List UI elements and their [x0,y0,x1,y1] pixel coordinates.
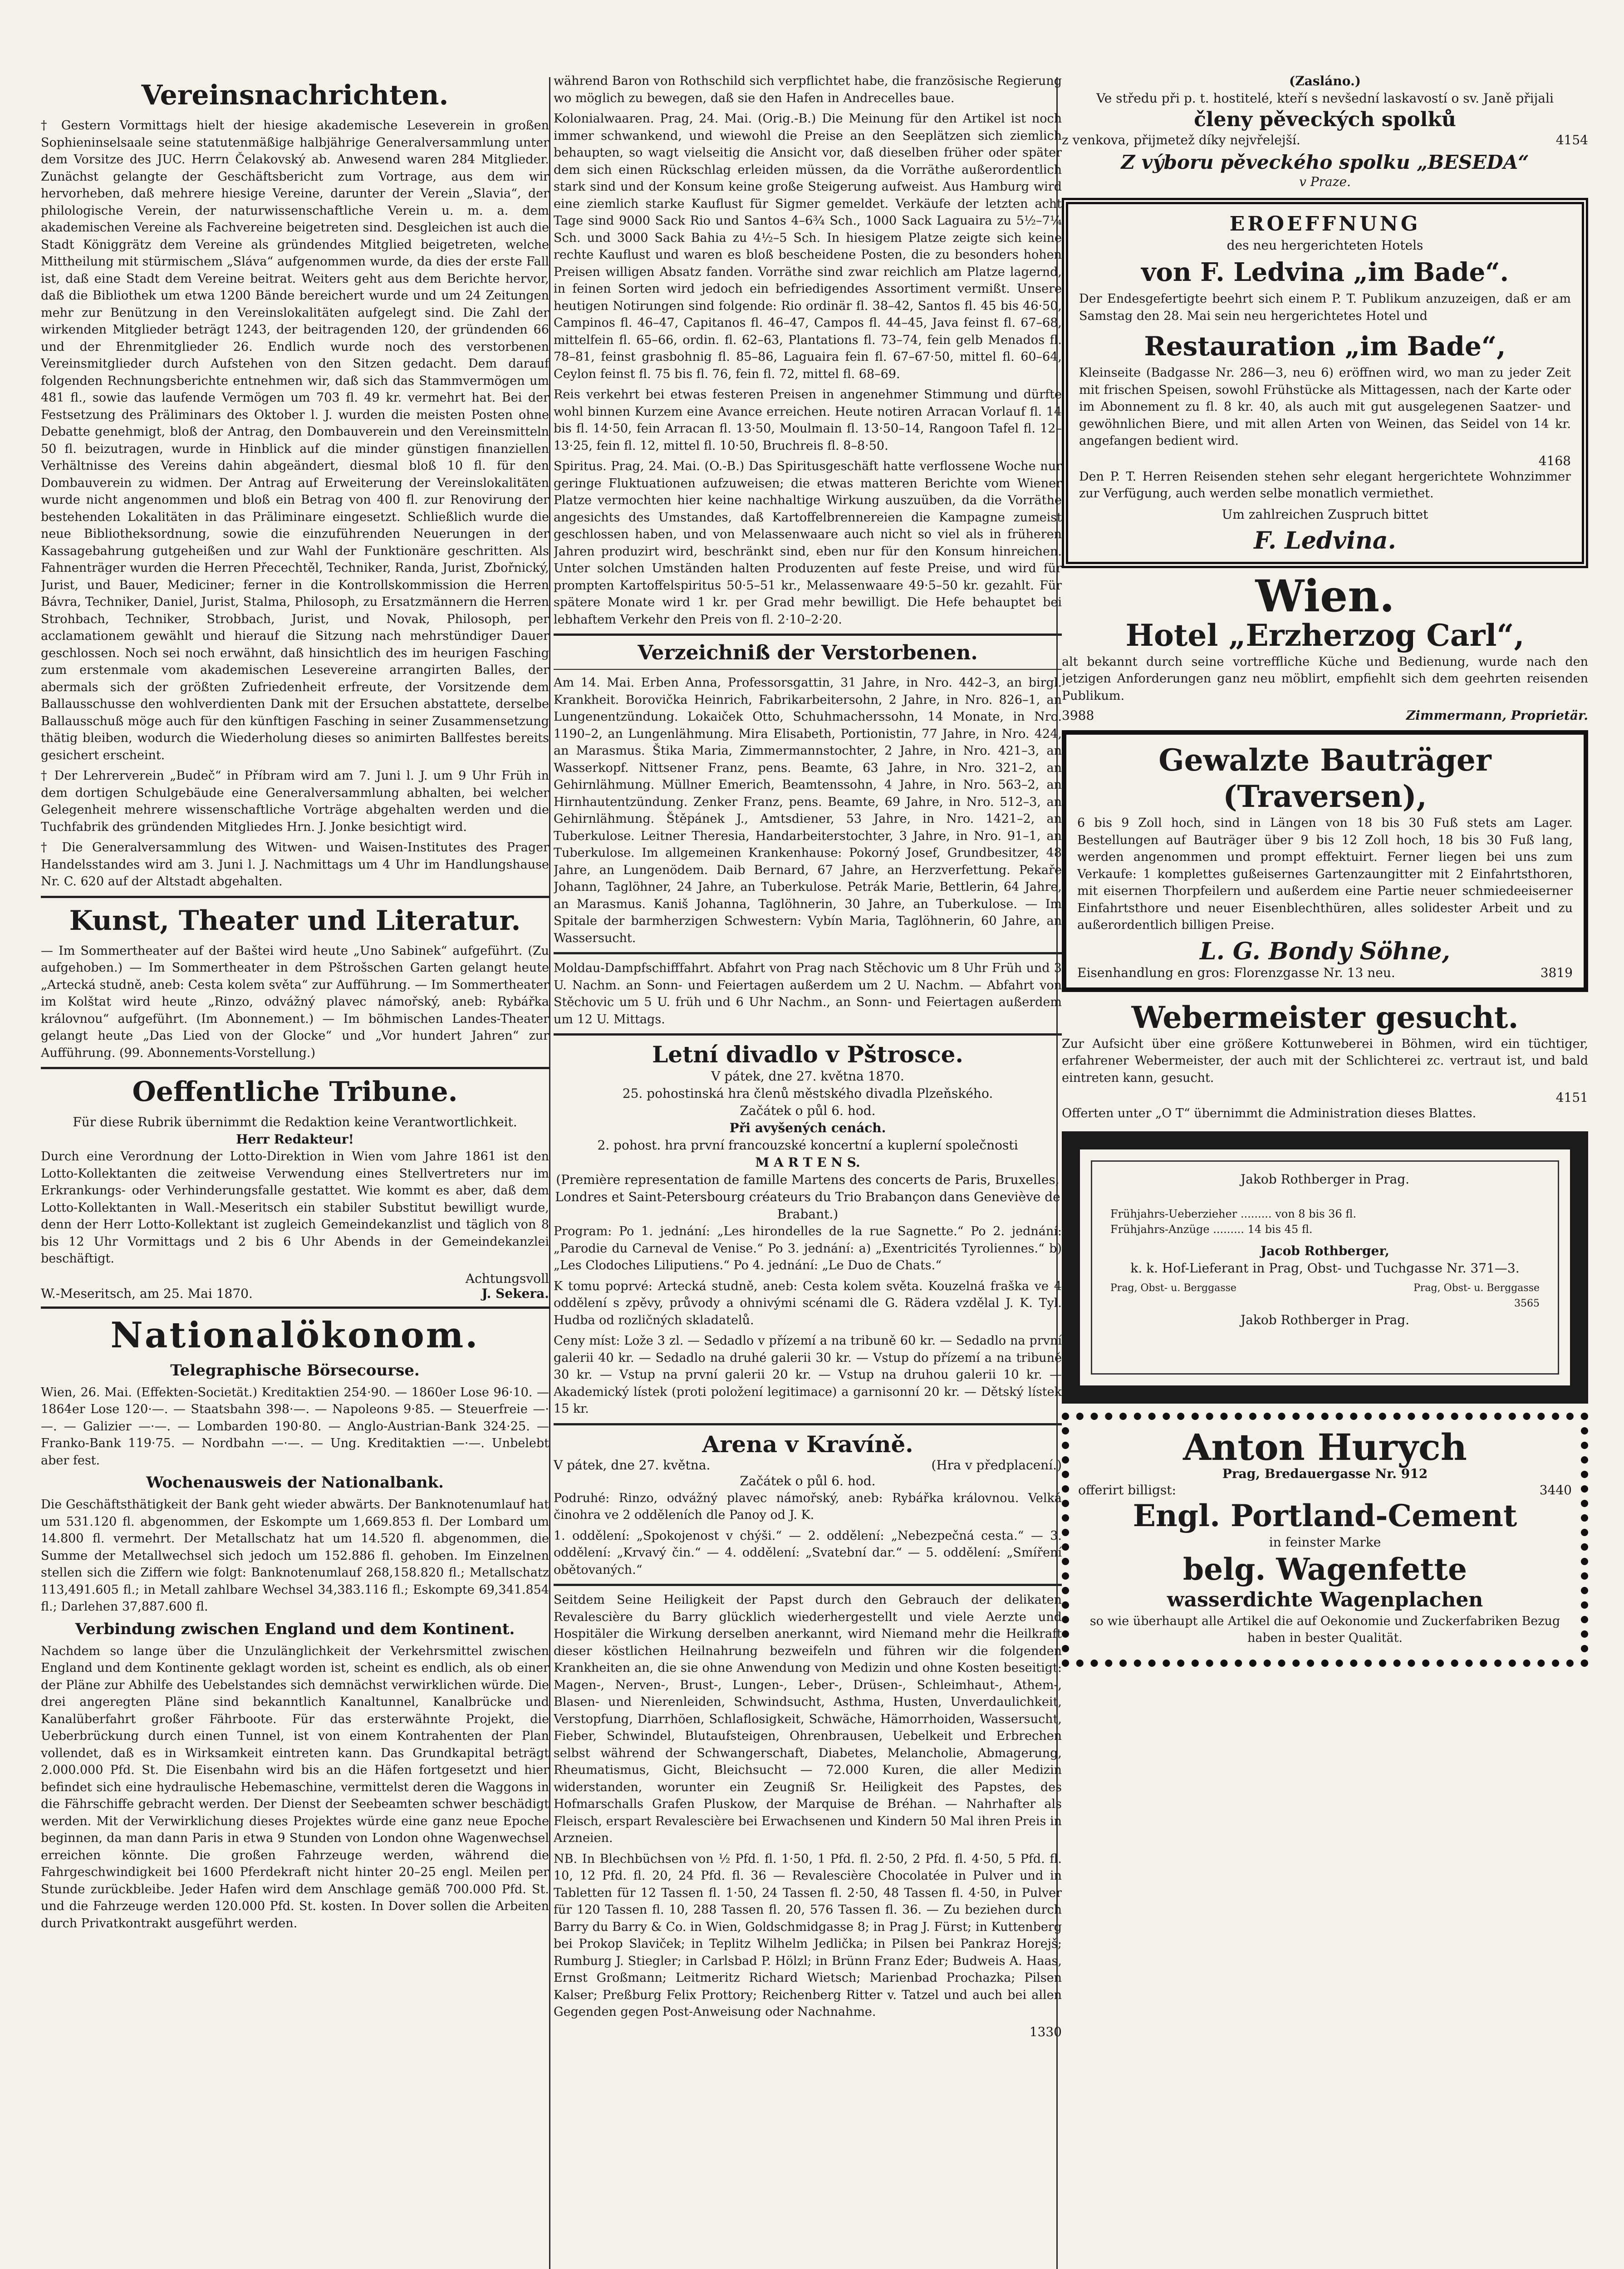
vereins-heading: Vereinsnachrichten. [141,79,449,111]
pstrosce-notice [554,1041,1062,1418]
arena-title: Arena v Kravíně. [702,1430,913,1458]
pstrosce-martens: M A R T E N S. [755,1155,860,1170]
hurych-name: Anton Hurych [1183,1425,1467,1468]
arena-start: Začátek o půl 6. hod. [740,1473,876,1488]
divider [554,669,1062,670]
traeger-title: Gewalzte Bauträger [1158,742,1492,778]
ledvina-text3: Den P. T. Herren Reisenden stehen sehr elegant hergerichtete Wohnzimmer zur Verfügung, auch werden selbe monatlich vermiethet. [1079,469,1571,501]
hurych-address: Prag, Bredauergasse Nr. 912 [1222,1466,1428,1481]
traeger-subtitle: (Traversen), [1223,779,1427,814]
rothberger-line1: Frühjahrs-Ueberzieher ......... von 8 bis 36 fl. [1110,1207,1356,1220]
divider [554,1584,1062,1586]
pstrosce-ceny: Ceny míst: Lože 3 zl. — Sedadlo v přízemí a na tribuně 60 kr. — Sedadlo na první galerii 40 kr. — Sedadlo na druhé galerii 30 kr. — Vstup do přízemí a na tribuně 30 kr. — Vstup na první galerii 20 kr. — Vstup na druhou galerii 10 kr. — Akademický lístek (proti položení legitimace) a garnisonní 20 kr. — Dětský lístek 15 kr. [554,1334,1062,1416]
hurych-ad [1062,1413,1588,1667]
verbindung-text: Nachdem so lange über die Unzulänglichkeit der Verkehrsmittel zwischen England und dem Kontinente geklagt worden ist, scheint es endlich, als ob einer der Pläne zur Abhilfe des Uebelstandes sich demnächst verwirklichen würde. Die drei angeregten Pläne sind bekanntlich Kanaltunnel, Kanalbrücke und Kanalüberfahrt großer Fährboote. Für das ersterwähnte Projekt, die Ueberbrückung durch einen Tunnel, ist von einem Kontrahenten der Plan vollendet, daß es in Wirksamkeit eintreten kann. Das Grundkapital beträgt 2.000.000 Pfd. St. Die Eisenbahn wird bis an die Häfen fortgesetzt und hier befindet sich eine hydraulische Hebemaschine, vermittelst deren die Waggons in die Fährschiffe gebracht werden. Der Dienst der Seebeamten schwer beschädigt werden. Mit der Verwirklichung dieses Projektes würde eine ganz neue Epoche beginnen, da man dann Paris in etwa 9 Stunden von London ohne Wagenwechsel erreichen könnte. Die großen Fahrzeuge werden, während die Fahrgeschwindigkeit bei 1600 Pferdekraft nicht hinter 20–25 engl. Meilen per Stunde zurückbleibe. Jeder Hafen wird dem Anschlage gemäß 700.000 Pfd. St. und die Fahrzeuge werden 120.000 Pfd. St. kosten. In Dover sollen die Arbeiten durch Privatkontrakt ausgeführt werden. [41,1644,549,1930]
rothberger-inner [1091,1160,1559,1375]
pstrosce-line3: Při avyšených cenách. [729,1120,886,1135]
divider [41,1067,549,1069]
column-rule [549,77,550,2269]
weber-num: 4151 [1555,1090,1588,1105]
pstrosce-date: V pátek, dne 27. května 1870. [711,1069,904,1084]
ledvina-name: von F. Ledvina „im Bade“. [1141,257,1509,287]
hurych-product: Engl. Portland-Cement [1133,1498,1517,1533]
vereins-text-2: † Der Lehrerverein „Budeč“ in Příbram wird am 7. Juni l. J. um 9 Uhr Früh in dem dortigen Schulgebäude eine Generalversammlung abhalten, bei welcher Gelegenheit mehrere wissenschaftliche Vorträge abgehalten werden und die Tuchfabrik des gründenden Mitgliedes Hrn. J. Jonke besichtigt wird. [41,769,549,834]
traeger-ad [1062,730,1588,992]
wien-title: Wien. [1255,570,1395,622]
wien-num: 3988 [1062,708,1094,723]
hurych-text: so wie überhaupt alle Artikel die auf Oekonomie und Zuckerfabriken Bezug haben in bester Qualität. [1089,1614,1560,1645]
column-left [41,73,549,2269]
ledvina-text1: Der Endesgefertigte beehrt sich einem P. T. Publikum anzuzeigen, daß er am Samstag den 28. Mai sein neu hergerichtetes Hotel und [1079,292,1571,323]
zaslano-big: členy pěveckých spolků [1194,108,1456,131]
divider [41,1306,549,1309]
traeger-address: Eisenhandlung en gros: Florenzgasse Nr. 13 neu. [1077,965,1395,980]
hurych-offer: offerirt billigst: [1078,1482,1176,1498]
moldau-text: Moldau-Dampfschifffahrt. Abfahrt von Prag nach Stěchovic um 8 Uhr Früh und 3 U. Nachm. an Sonn- und Feiertagen außerdem um 2 U. Nachm. — Abfahrt von Stěchovic um 5 U. früh und 6 Uhr Nachm., an Sonn- und Feiertagen außerdem um 12 U. Mittags. [554,961,1062,1026]
divider [41,896,549,898]
revalesciere-num: 1330 [1029,2024,1062,2039]
ledvina-num1: 4168 [1538,453,1571,468]
pstrosce-poprve: K tomu poprvé: Artecká studně, aneb: Cesta kolem světa. Kouzelná fraška ve 4 oddělení s zpěvy, průvody a ohnivými scénami dle G. Rädera vzdělal J. K. Tyl. Hudba od rozličných skladatelů. [554,1279,1062,1327]
hurych-quality: in feinster Marke [1269,1534,1381,1550]
newspaper-page [18,18,1606,2269]
rothberger-bottom: Jakob Rothberger in Prag. [1240,1312,1410,1327]
divider [554,634,1062,636]
arena-date-note: (Hra v předplacení.) [931,1457,1062,1473]
ledvina-restauration: Restauration „im Bade“, [1144,331,1506,362]
divider [554,1423,1062,1425]
wien-hotel: Hotel „Erzherzog Carl“, [1125,617,1525,653]
traeger-num: 3819 [1540,965,1573,980]
ledvina-subtitle: des neu hergerichteten Hotels [1227,238,1423,253]
verstorbene-text: Am 14. Mai. Erben Anna, Professorsgattin, 31 Jahre, in Nro. 442–3, an birgl. Krankheit. Borovička Heinrich, Fabrikarbeitersohn, 2 Jahre, in Nro. 826–1, an Lungenentzündung. Lokaiček Otto, Schuhmacherssohn, 14 Monate, in Nro. 1190–2, an Lungenlähmung. Mira Elisabeth, Portionistin, 77 Jahre, in Nro. 424, an Marasmus. Štika Maria, Zimmermannstochter, 2 Jahre, in Nro. 421–3, an Wasserkopf. Nittsener Franz, pens. Beamte, 63 Jahre, in Nro. 321–2, an Gehirnlähmung. Müllner Emerich, Beamtenssohn, 4 Jahre, in Nro. 563–2, an Hirnhautentzündung. Zenker Franz, pens. Beamte, 69 Jahre, in Nro. 512–3, an Gehirnlähmung. Štěpánek J., Amtsdiener, 53 Jahre, in Nro. 1421–2, an Tuberkulose. Leitner Theresia, Handarbeiterstochter, 3 Jahre, in Nro. 91–1, an Tuberkulose. Im allgemeinen Krankenhause: Pokorný Josef, Grundbesitzer, 48 Jahre, an Lungenödem. Daib Bernard, 67 Jahre, an Herzverfettung. Pekaře Johann, Taglöhner, 24 Jahre, an Tuberkulose. Petrák Marie, Bettlerin, 64 Jahre, an Marasmus. Kaniš Johanna, Taglöhnerin, 30 Jahre, an Tuberkulose. — Im Spitale der barmherzigen Schwestern: Vybín Maria, Taglöhnerin, 60 Jahre, an Wassersucht. [554,676,1062,945]
rothberger-ad [1062,1131,1588,1404]
zaslano-heading: (Zasláno.) [1289,74,1361,88]
divider [554,952,1062,954]
verbindung-heading: Verbindung zwischen England und dem Kontinent. [75,1620,515,1638]
arena-date: V pátek, dne 27. května. [554,1457,711,1473]
pstrosce-program: Program: Po 1. jednání: „Les hirondelles de la rue Sagnette.“ Po 2. jednání: „Parodie du Carneval de Venise.“ Po 3. jednání: a) „Exentricités Tyroliennes.“ b) „Les Clodoches Liliputiens.“ Po 4. jednání: „Le Duo de Chats.“ [554,1224,1062,1272]
kunst-heading: Kunst, Theater und Literatur. [69,904,521,937]
hurych-num: 3440 [1539,1482,1572,1498]
column-middle [554,73,1062,2269]
weber-ad [1062,999,1588,1122]
revalesciere-nb: NB. In Blechbüchsen von ½ Pfd. fl. 1·50, 1 Pfd. fl. 2·50, 2 Pfd. fl. 4·50, 5 Pfd. fl. 10, 12 Pfd. fl. 20, 24 Pfd. fl. 36 — Revalescière Chocolatée in Pulver und in Tabletten für 12 Tassen fl. 1·50, 24 Tassen fl. 2·50, 48 Tassen fl. 4·50, in Pulver für 120 Tassen fl. 10, 288 Tassen fl. 20, 576 Tassen fl. 36. — Zu beziehen durch Barry du Barry & Co. in Wien, Goldschmidgasse 8; in Prag J. Fürst; in Kuttenberg bei Prokop Slaviček; in Teplitz Wilhelm Jedlička; in Pilsen bei Pankraz Horejš; Rumburg J. Stiegler; in Carlsbad P. Hölzl; in Brünn Franz Eder; Budweis A. Haas, Ernst Großmann; Leitmeritz Richard Wietsch; Marienbad Prochazka; Pilsen Kalser; Preßburg Felix Prottory; Reichenberg Ritter v. Tatzel und auch bei allen Gegenden gegen Post-Anweisung oder Nachnahme. [554,1852,1062,2019]
top-text: während Baron von Rothschild sich verpflichtet habe, die französische Regierung wo möglich zu bewegen, daß sie den Hafen in Andrecelles baue. [554,74,1062,105]
arena-notice [554,1431,1062,1579]
hurych-product3: wasserdichte Wagenplachen [1167,1588,1483,1611]
pstrosce-line5: (Première representation de famille Martens des concerts de Paris, Bruxelles, Londres et Saint-Petersbourg créateurs du Trio Brabançon dans Geneviève de Brabant.) [555,1172,1060,1222]
ledvina-ad [1062,198,1588,568]
kunst-text: — Im Sommertheater auf der Baštei wird heute „Uno Sabinek“ aufgeführt. (Zu aufgehoben.) — Im Sommertheater in dem Pštrošschen Garten gelangt heute „Artecká studně, aneb: Cesta kolem světa“ zur Aufführung. — Im Sommertheater im Kolštat wird heute „Rinzo, odvážný plavec námořský, aneb: Rybářka královnou“ aufgeführt. (Im Abonnement.) — Im böhmischen Landes-Theater gelangt heute „Das Lied von der Glocke“ und „Vor hundert Jahren“ zur Aufführung. (99. Abonnements-Vorstellung.) [41,943,549,1060]
arena-text: Podruhé: Rinzo, odvážný plavec námořský, aneb: Rybářka královnou. Velká činohra ve 2 odděleních dle Panoy od J. K. [554,1491,1062,1522]
boerse-heading: Telegraphische Börsecourse. [170,1361,420,1380]
vereins-text: † Gestern Vormittags hielt der hiesige akademische Leseverein in großen Sophieninselsaale seine statutenmäßige halbjährige Generalversammlung unter dem Vorsitze des JUC. Herrn Čelakovský ab. Anwesend waren 284 Mitglieder. Zunächst gelangte der Geschäftsbericht zum Vortrage, aus dem wir hervorheben, daß mehrere hiesige Vereine, darunter der Verein „Slavia“, der philologische Verein, der naturwissenschaftliche Verein u. m. a. dem akademischen Vereine als Fachvereine beigetreten sind. Desgleichen ist auch die Stadt Königgrätz dem Vereine als gründendes Mitglied beigetreten, welche Mittheilung mit stürmischem „Sláva“ aufgenommen wurde, da dies der erste Fall ist, daß eine Stadt dem Vereine beitrat. Weiters geht aus dem Berichte hervor, daß die Bibliothek um etwa 1200 Bände bereichert wurde und um 24 Zeitungen mehr zur Benützung in den Vereinslokalitäten aufgelegt sind. Die Zahl der wirkenden Mitglieder beträgt 1243, der beitragenden 120, der gründenden 66 und der Ehrenmitglieder 26. Endlich wurde noch des verstorbenen Vereinsmitglieder durch Aufstehen von den Sitzen gedacht. Dem darauf folgenden Rechnungsberichte entnehmen wir, daß sich das Stammvermögen um 481 fl., sowie das laufende Vermögen um 703 fl. 49 kr. vermehrt hat. Bei der Festsetzung des Präliminars des Oktober l. J. wurden die meisten Posten ohne Debatte genehmigt, bloß der Antrag, den Dombauverein und den Vereinsmitteln 50 fl. beizutragen, wurde in Hinblick auf die minder günstigen finanziellen Verhältnisse des Vereins dahin abgeändert, diesmal bloß 10 fl. für den Dombauverein zu widmen. Der Antrag auf Erweiterung der Vereinslokalitäten wurde nicht angenommen und bloß ein Betrag von 400 fl. zur Renovirung der bestehenden Lokalitäten in das Präliminare eingesetzt. Schließlich wurde die neue Bibliotheksordnung, sowie die einzuführenden Neuerungen in der Kassagebahrung gutgeheißen und zur Wahl der Funktionäre geschritten. Als Fahnenträger wurden die Herren Přecechtěl, Techniker, Randa, Jurist, Zbořnický, Jurist, und Bauer, Mediciner; ferner in die Kontrollskommission die Herren Bávra, Techniker, Daniel, Jurist, Stalma, Philosoph, zu Ersatzmännern die Herren Strohbach, Techniker, Strobbach, Jurist, und Novak, Philosoph, per acclamationem gewählt und hierauf die Sitzung nach mehrstündiger Dauer geschlossen. Noch sei noch erwähnt, daß hinsichtlich des im heurigen Fasching zum erstenmale vom akademischen Lesevereine arrangirten Balles, der abermals sich der größten Zufriedenheit erfreute, der Vorsitzende dem Ballausschusse den wohlverdienten Dank mit der Ersuchen abstattete, derselbe Ballausschuß möge auch für den künftigen Fasching in seiner Zusammensetzung thätig bleiben, wodurch die Wiederholung dieses so animirten Ballfestes bereits gesichert erscheint. [41,118,549,762]
spiritus-text: Spiritus. Prag, 24. Mai. (O.-B.) Das Spiritusgeschäft hatte verflossene Woche nur geringe Fluktuationen aufzuweisen; die etwas matteren Berichte vom Wiener Platze vermochten hier keine nachhaltige Wirkung auszuüben, da die Vorräthe angesichts des Umstandes, daß Kartoffelbrennereien die Kampagne zumeist geschlossen haben, und von Melassenwaare auch nicht so viel als in früheren Jahren produzirt wird, beschränkt sind, eben nur für den Konsum hinreichen. Unter solchen Umständen halten Produzenten auf feste Preise, und wird für prompten Kartoffelspiritus 50·5–51 kr., Melassenwaare 49·5–50 kr. gezahlt. Für spätere Monate wird 1 kr. per Grad mehr bewilligt. Die Hefe behauptet bei lebhaftem Verkehr den Preis von fl. 2·10–2·20. [554,459,1062,627]
zaslano-text2: z venkova, přijmetež díky nejvřelejší. [1062,133,1300,147]
tribune-closing: Achtungsvoll [465,1271,549,1286]
ledvina-text2: Kleinseite (Badgasse Nr. 286—3, neu 6) eröffnen wird, wo man zu jeder Zeit mit frischen Speisen, sowohl Frühstücke als Mittagessen, nach der Karte oder im Abonnement zu fl. 8 kr. 40, als auch mit gut ausgelegenen Saatzer- und gewöhnlichen Biere, und mit allen Arten von Weinen, das Seidel von 14 kr. angefangen bedient wird. [1079,366,1571,448]
reis-text: Reis verkehrt bei etwas festeren Preisen in angenehmer Stimmung und dürfte wohl binnen Kurzem eine Avance erreichen. Heute notiren Arracan Vorlauf fl. 14 bis fl. 14·50, fein Arracan fl. 13·50, Moulmain fl. 13·50–14, Rangoon Tafel fl. 12–13·25, fein fl. 12, mittel fl. 10·50, Bruchreis fl. 8–8·50. [554,388,1062,453]
weber-title: Webermeister gesucht. [1131,999,1519,1035]
divider [554,1033,1062,1036]
ledvina-title: EROEFFNUNG [1229,212,1421,236]
rothberger-line3: k. k. Hof-Lieferant in Prag, Obst- und Tuchgasse Nr. 371—3. [1130,1260,1520,1276]
tribune-text: Durch eine Verordnung der Lotto-Direktion in Wien vom Jahre 1861 ist den Lotto-Kollektanten die zeitweise Verwendung eines Stellvertreters nur im Erkrankungs- oder Verhinderungsfalle gestattet. Wie kommt es aber, daß dem Lotto-Kollektanten in Wall.-Meseritsch ein stabiler Substitut bewilligt wurde, denn der Herr Lotto-Kollektant ist zugleich Gemeindekanzlist und täglich von 8 bis 12 Uhr Vormittags und 2 bis 6 Uhr Abends in der Gemeindekanzlei beschäftigt. [41,1149,549,1266]
pstrosce-title: Letní divadlo v Pštrosce. [652,1041,963,1068]
rothberger-side-left: Prag, Obst- u. Berggasse [1110,1282,1236,1294]
weber-text2: Offerten unter „O T“ übernimmt die Administration dieses Blattes. [1062,1106,1477,1120]
traeger-firm: L. G. Bondy Söhne, [1200,937,1450,965]
tribune-note: Für diese Rubrik übernimmt die Redaktion keine Verantwortlichkeit. [73,1115,517,1130]
column-right [1062,73,1588,2269]
rothberger-line2: Frühjahrs-Anzüge ......... 14 bis 45 fl. [1110,1223,1313,1236]
tribune-salutation: Herr Redakteur! [236,1132,354,1147]
rothberger-name: Jacob Rothberger, [1261,1243,1389,1258]
tribune-heading: Oeffentliche Tribune. [132,1076,458,1108]
vereins-text-3: † Die Generalversammlung des Witwen- und Waisen-Institutes des Prager Handelsstandes wird am 3. Juni l. J. Nachmittags um 4 Uhr im Handlungshause Nr. C. 620 auf der Altstadt abgehalten. [41,840,549,889]
national-heading: Nationalökonom. [110,1314,480,1356]
weber-text: Zur Aufsicht über eine größere Kottunweberei in Böhmen, wird ein tüchtiger, erfahrener Webermeister, der auch mit der Schlichterei zc. vertraut ist, und bald eintreten kann, gesucht. [1062,1036,1588,1085]
tribune-place: W.-Meseritsch, am 25. Mai 1870. [41,1286,253,1301]
arena-parts: 1. oddělení: „Spokojenost v chýši.“ — 2. oddělení: „Nebezpečná cesta.“ — 3. oddělení: „Krvavý čin.“ — 4. oddělení: „Svatební dar.“ — 5. oddělení: „Smíření obětovaných.“ [554,1528,1062,1577]
ledvina-text4: Um zahlreichen Zuspruch bittet [1222,506,1428,522]
traeger-text: 6 bis 9 Zoll hoch, sind in Längen von 18 bis 30 Fuß stets am Lager. Bestellungen auf Bauträger über 9 bis 12 Zoll hoch, 18 bis 30 Fuß lang, werden angenommen und prompt effektuirt. Ferner liegen bei uns zum Verkaufe: 1 komplettes gußeisernes Gartenzaungitter mit 2 Einfahrtsthoren, mit eisernen Thorpfeilern und außerdem eine Partie neuer schmiedeeiserner Einfahrtsthore und neuer Eisenblechthüren, alles solidester Arbeit und zu außerordentlich billigen Preise. [1077,816,1573,932]
pstrosce-line2: Začátek o půl 6. hod. [740,1103,876,1118]
kolonial-text: Kolonialwaaren. Prag, 24. Mai. (Orig.-B.) Die Meinung für den Artikel ist noch immer schwankend, und wiewohl die Preise an den Seeplätzen sich ziemlich behaupten, so wagt vielseitig die Ansicht vor, daß dieselben früher oder später dem sich einen Rückschlag erleiden müssen, da die Vorräthe außerordentlich stark sind und der Konsum keine große Steigerung aufweist. Aus Hamburg wird eine ziemlich starke Kauflust für Sigmer gemeldet. Verkäufe der letzten acht Tage sind 9000 Sack Rio und Santos 4–6¾ Sch., 1000 Sack Laguaira zu 5½–7¼ Sch. und 3000 Sack Bahia zu 4½–5 Sch. In hiesigem Platze zeigte sich keine rechte Kauflust und waren es bloß bescheidene Posten, die zu besonders hohen Preisen willigen Absatz fanden. Vorräthe sind zwar reichlich am Platze lagernd, in feinen Sorten wird jedoch ein befriedigendes Assortiment vermißt. Unsere heutigen Notirungen sind folgende: Rio ordinär fl. 38–42, Santos fl. 45 bis 46·50, Campinos fl. 46–47, Capitanos fl. 46–47, Campos fl. 44–45, Java feinst fl. 67–68, mittelfein fl. 65–66, ordin. fl. 62–63, Plantations fl. 73–74, fein gelb Menados fl. 78–81, feinst grasbohnig fl. 85–86, Laguaira fein fl. 67–67·50, mittel fl. 60–64, Ceylon feinst fl. 75 bis fl. 76, fein fl. 72, mittel fl. 68–69. [554,112,1062,381]
ledvina-signature: F. Ledvina. [1254,526,1396,555]
pstrosce-line4: 2. pohost. hra první francouzské koncertní a kuplerní společnosti [597,1138,1018,1153]
tribune-signature: J. Sekera. [481,1286,549,1301]
rothberger-top: Jakob Rothberger in Prag. [1240,1171,1410,1187]
wochen-text: Die Geschäftsthätigkeit der Bank geht wieder abwärts. Der Banknotenumlauf hat um 531.120 fl. abgenommen, der Eskompte um 1,669.853 fl. Der Lombard um 14.800 fl. vermehrt. Der Metallschatz hat um 14.520 fl. abgenommen, die Summe der Metallwechsel sich jedoch um 152.886 fl. gehoben. Im Einzelnen stellen sich die Ziffern wie folgt: Banknotenumlauf 268,158.820 fl.; Metallschatz 113,491.605 fl.; in Metall zahlbare Wechsel 34,383.116 fl.; Eskompte 69,341.854 fl.; Darlehen 37,887.600 fl. [41,1498,549,1614]
boerse-text: Wien, 26. Mai. (Effekten-Societät.) Kreditaktien 254·90. — 1860er Lose 96·10. — 1864er Lose 120·—. — Staatsbahn 398·—. — Napoleons 9·85. — Steuerfreie —·—. — Galizier —·—. — Lombarden 190·80. — Anglo-Austrian-Bank 324·25. — Franko-Bank 119·75. — Nordbahn —·—. — Ung. Kreditaktien —·—. Unbelebt aber fest. [41,1385,549,1468]
pstrosce-line1: 25. pohostinská hra členů městského divadla Plzeňského. [622,1086,993,1101]
wien-owner: Zimmermann, Proprietär. [1406,708,1588,723]
zaslano-num: 4154 [1555,133,1588,147]
zaslano-place: v Praze. [1299,174,1351,189]
verstorbene-heading: Verzeichniß der Verstorbenen. [638,641,978,664]
hurych-product2: belg. Wagenfette [1183,1551,1467,1587]
zaslano-text1: Ve středu při p. t. hostitelé, kteří s nevšední laskavostí o sv. Janě přijali [1096,91,1554,106]
zaslano-sig: Z výboru pěveckého spolku „BESEDA“ [1121,151,1529,173]
wochen-heading: Wochenausweis der Nationalbank. [146,1473,444,1492]
revalesciere-text: Seitdem Seine Heiligkeit der Papst durch den Gebrauch der delikaten Revalescière du Barry glücklich wiederhergestellt und viele Aerzte und Hospitäler die Wirkung derselben anerkannt, wird Niemand mehr die Heilkraft dieser köstlichen Heilnahrung bezweifeln und führen wir die folgenden Krankheiten an, die sie ohne Anwendung von Medizin und ohne Kosten beseitigt: Magen-, Nerven-, Brust-, Lungen-, Leber-, Drüsen-, Schleimhaut-, Athem-, Blasen- und Nierenleiden, Schwindsucht, Asthma, Husten, Unverdaulichkeit, Verstopfung, Diarrhöen, Schlaflosigkeit, Schwäche, Hämorrhoiden, Wassersucht, Fieber, Schwindel, Blutaufsteigen, Ohrenbrausen, Uebelkeit und Erbrechen selbst während der Schwangerschaft, Diabetes, Melancholie, Abmagerung, Rheumatismus, Gicht, Bleichsucht — 72.000 Kuren, die aller Medizin widerstanden, worunter ein Zeugniß Sr. Heiligkeit des Papstes, des Hofmarschalls Grafen Pluskow, der Marquise de Bréhan. — Nahrhafter als Fleisch, erspart Revalescière bei Erwachsenen und Kindern 50 Mal ihren Preis in Arzneien. [554,1593,1062,1845]
wien-ad [1062,570,1588,723]
rothberger-side-right: Prag, Obst- u. Berggasse [1413,1282,1540,1294]
wien-text: alt bekannt durch seine vortreffliche Küche und Bedienung, wurde nach den jetzigen Anforderungen ganz neu möblirt, empfiehlt sich dem geehrten reisenden Publikum. [1062,654,1588,703]
rothberger-num: 3565 [1514,1297,1540,1309]
